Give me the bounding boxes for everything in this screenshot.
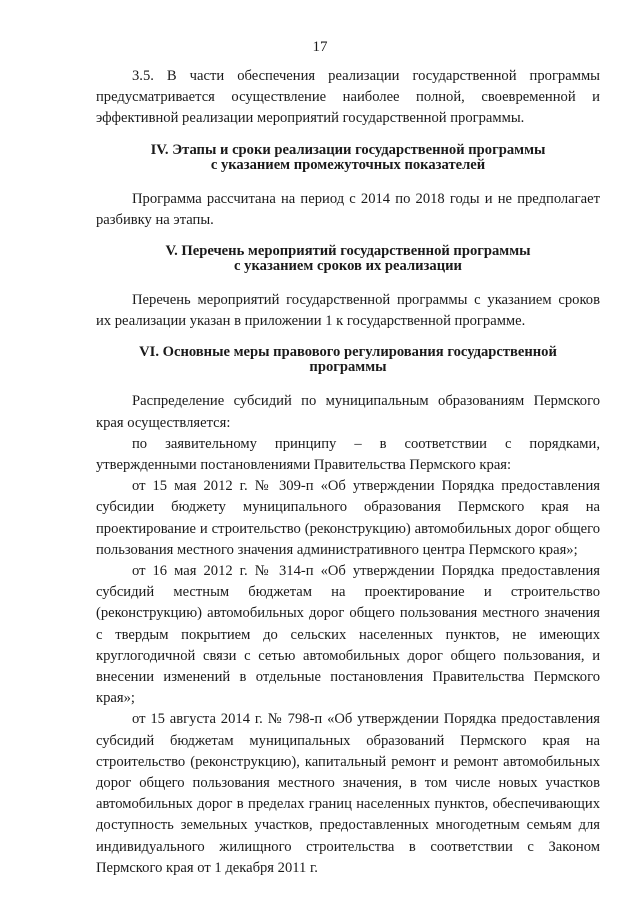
page-content <box>96 66 600 879</box>
paragraph-subsidy-distribution: Распределение субсидий по муниципальным образованиям Пермского края осуществляется: <box>96 393 600 431</box>
paragraph-resolution-314: от 16 мая 2012 г. № 314-п «Об утверждении Порядка предоставления субсидий местным бюджетам на проектирование и строительство (реконструкцию) автомобильных дорог общего пользования местного значения с твердым покрытием до сельских населенных пунктов, не имеющих круглогодичной связи с сетью автомобильных дорог общего пользования, и внесении изменений в отдельные постановления Правительства Пермского края»; <box>96 563 600 707</box>
paragraph-3-5: 3.5. В части обеспечения реализации государственной программы предусматривается осуществление наиболее полной, своевременной и эффективной реализации мероприятий государственной программы. <box>96 68 600 127</box>
section-v-heading-line1: V. Перечень мероприятий государственной программы <box>165 243 531 260</box>
section-iv-heading-line1: IV. Этапы и сроки реализации государственной программы <box>150 141 546 158</box>
paragraph-program-period: Программа рассчитана на период с 2014 по 2018 годы и не предполагает разбивку на этапы. <box>96 190 600 228</box>
paragraph-application-principle: по заявительному принципу – в соответствии с порядками, утвержденными постановлениями Правительства Пермского края: <box>96 435 600 474</box>
section-iv-heading <box>96 143 600 173</box>
section-iv-heading-line2: с указанием промежуточных показателей <box>210 156 486 173</box>
section-v-heading-line2: с указанием сроков их реализации <box>234 258 462 275</box>
paragraph-resolution-309: от 15 мая 2012 г. № 309-п «Об утверждении Порядка предоставления субсидии бюджету муниципального образования Пермского края на проектирование и строительство (реконструкцию) автомобильных дорог общего пользования местного значения административного центра Пермского края»; <box>96 478 600 558</box>
section-vi-heading-line2: программы <box>309 359 387 376</box>
page-number: 17 <box>312 39 328 55</box>
paragraph-activities-list: Перечень мероприятий государственной программы с указанием сроков их реализации указан в приложении 1 к государственной программе. <box>96 292 600 330</box>
section-vi-heading-line1: VI. Основные меры правового регулирования государственной <box>139 344 557 361</box>
paragraph-resolution-798: от 15 августа 2014 г. № 798-п «Об утверждении Порядка предоставления субсидий бюджетам муниципальных образований Пермского края на строительство (реконструкцию), капитальный ремонт и ремонт автомобильных дорог общего пользования местного значения, в том числе новых участков автомобильных дорог в пределах границ населенных пунктов, обеспечивающих доступность земельных участков, предоставленных многодетным семьям для индивидуального жилищного строительства в соответствии с Законом Пермского края от 1 декабря 2011 г. <box>96 711 600 876</box>
section-v-heading <box>96 244 600 274</box>
section-vi-heading <box>96 345 600 375</box>
